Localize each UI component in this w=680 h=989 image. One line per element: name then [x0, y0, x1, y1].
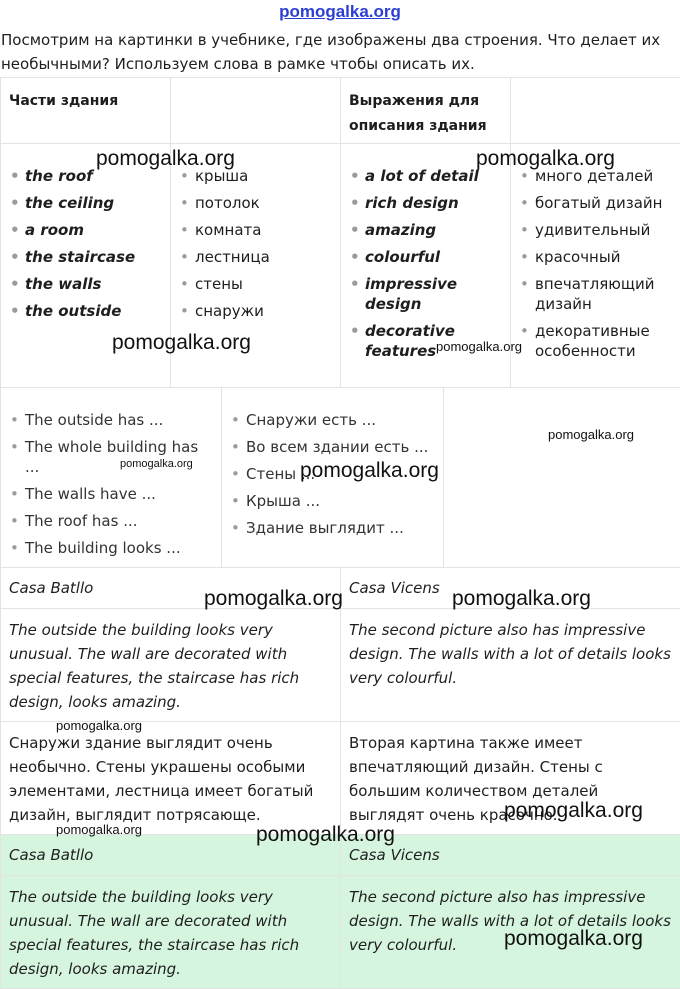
expr-ru-cell — [511, 144, 680, 388]
watermark: pomogalka.org — [96, 148, 235, 169]
empty-cell — [444, 388, 680, 568]
answer-en-right: The second picture also has impressive design. The walls with a lot of details looks very colourful. — [341, 609, 680, 722]
list-item: • The walls have ... — [9, 484, 213, 504]
watermark: pomogalka.org — [504, 800, 643, 821]
list-item: • лестница — [179, 247, 332, 267]
list-item: • the ceiling — [9, 193, 162, 213]
list-item: • the staircase — [9, 247, 162, 267]
list-item: • rich design — [349, 193, 502, 213]
intro-text: Посмотрим на картинки в учебнике, где изображены два строения. Что делает их необычными? Используем слова в рамке чтобы описать их. — [1, 28, 673, 76]
answer-en-right: The second picture also has impressive design. The walls with a lot of details looks very colourful. — [341, 876, 680, 989]
watermark: pomogalka.org — [300, 460, 439, 481]
expr-ru-list — [519, 166, 672, 361]
answer-ru-left: Снаружи здание выглядит очень необычно. Стены украшены особыми элементами, лестница имеет богатый дизайн, выглядит потрясающе. — [1, 722, 341, 835]
list-item: • impressive design — [349, 274, 502, 314]
watermark: pomogalka.org — [120, 459, 193, 470]
parts-en-list — [9, 166, 162, 321]
answers-table — [0, 567, 680, 989]
header-expressions: Выражения для описания здания — [341, 78, 511, 144]
list-item: • colourful — [349, 247, 502, 267]
list-item: • The outside has ... — [9, 410, 213, 430]
list-item: • стены — [179, 274, 332, 294]
title-casa-vicens: Casa Vicens — [349, 846, 440, 864]
list-item: • впечатляющий дизайн — [519, 274, 672, 314]
watermark: pomogalka.org — [112, 332, 251, 353]
header-parts: Части здания — [1, 78, 171, 144]
watermark: pomogalka.org — [56, 719, 142, 732]
list-item: • The whole building has ... — [9, 437, 213, 477]
list-item: • Стены ... — [230, 464, 435, 484]
header-empty — [511, 78, 680, 144]
expr-en-list — [349, 166, 502, 361]
list-item: • красочный — [519, 247, 672, 267]
list-item: • Крыша ... — [230, 491, 435, 511]
list-item: • The building looks ... — [9, 538, 213, 558]
list-item: • Снаружи есть ... — [230, 410, 435, 430]
list-item: • amazing — [349, 220, 502, 240]
list-item: • Во всем здании есть ... — [230, 437, 435, 457]
watermark: pomogalka.org — [436, 340, 522, 353]
answer-en-left: The outside the building looks very unusual. The wall are decorated with special features, the staircase has rich design, looks amazing. — [1, 609, 341, 722]
list-item: • богатый дизайн — [519, 193, 672, 213]
list-item: • декоративные особенности — [519, 321, 672, 361]
list-item: • Здание выглядит ... — [230, 518, 435, 538]
list-item: • The roof has ... — [9, 511, 213, 531]
title-casa-vicens: Casa Vicens — [349, 579, 440, 597]
watermark: pomogalka.org — [256, 824, 395, 845]
answer-ru-right: Вторая картина также имеет впечатляющий дизайн. Стены с большим количеством деталей выглядят очень красочно. — [341, 722, 680, 835]
watermark: pomogalka.org — [204, 588, 343, 609]
vocabulary-table — [0, 77, 680, 388]
watermark: pomogalka.org — [476, 148, 615, 169]
watermark: pomogalka.org — [56, 823, 142, 836]
list-item: • комната — [179, 220, 332, 240]
list-item: • decorative features — [349, 321, 502, 361]
list-item: • крыша — [179, 166, 332, 186]
parts-ru-list — [179, 166, 332, 321]
list-item: • the walls — [9, 274, 162, 294]
title-casa-batllo: Casa Batllo — [9, 846, 93, 864]
answer-en-left: The outside the building looks very unusual. The wall are decorated with special features, the staircase has rich design, looks amazing. — [1, 876, 341, 989]
phrases-en-list — [9, 410, 213, 558]
phrases-en-cell — [1, 388, 222, 568]
watermark: pomogalka.org — [548, 428, 634, 441]
list-item: • a lot of detail — [349, 166, 502, 186]
title-casa-batllo: Casa Batllo — [9, 579, 93, 597]
list-item: • потолок — [179, 193, 332, 213]
list-item: • много деталей — [519, 166, 672, 186]
header-empty — [171, 78, 341, 144]
watermark: pomogalka.org — [452, 588, 591, 609]
list-item: • a room — [9, 220, 162, 240]
list-item: • снаружи — [179, 301, 332, 321]
list-item: • удивительный — [519, 220, 672, 240]
watermark: pomogalka.org — [504, 928, 643, 949]
list-item: • the outside — [9, 301, 162, 321]
list-item: • the roof — [9, 166, 162, 186]
site-logo[interactable]: pomogalka.org — [0, 2, 680, 22]
